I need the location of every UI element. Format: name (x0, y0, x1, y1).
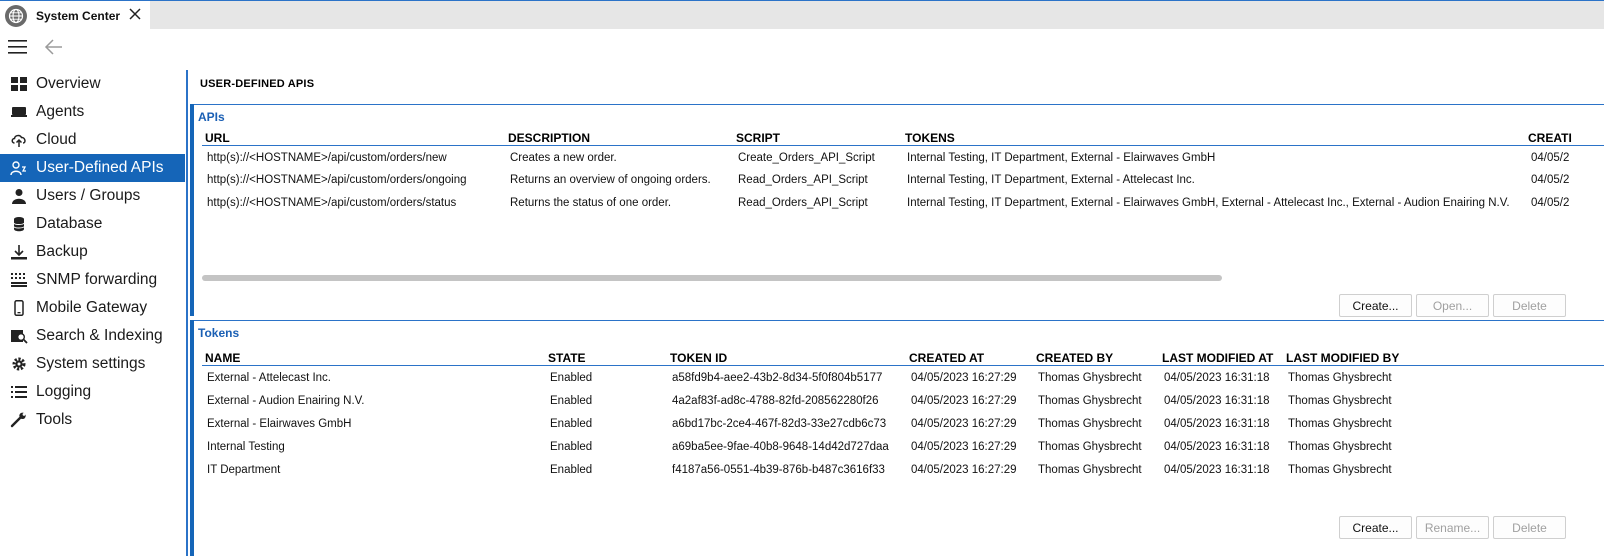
cell-created-at: 04/05/2023 16:27:29 (911, 372, 1017, 384)
cell-tokens: Internal Testing, IT Department, External - Elairwaves GmbH (907, 152, 1216, 164)
cell-token-id: a6bd17bc-2ce4-467f-82d3-33e27cdb6c73 (672, 418, 887, 430)
column-header-created[interactable]: CREATI (1528, 131, 1572, 145)
cell-description: Creates a new order. (510, 152, 617, 164)
sidebar-item-system-settings[interactable] (0, 350, 185, 378)
cell-created-at: 04/05/2023 16:27:29 (911, 464, 1017, 476)
sidebar-item-label: Backup (36, 243, 88, 260)
cell-state: Enabled (550, 395, 593, 407)
cell-token-id: a58fd9b4-aee2-43b2-8d34-5f0f804b5177 (672, 372, 883, 384)
sidebar-item-label: Search & Indexing (36, 327, 163, 344)
globe-icon (5, 5, 27, 27)
column-header-tokens[interactable]: TOKENS (905, 131, 955, 145)
table-row[interactable] (202, 170, 1604, 192)
panel-accent-bar (190, 104, 194, 316)
cell-state: Enabled (550, 464, 593, 476)
sidebar-item-label: Tools (36, 411, 73, 428)
column-header-token-id[interactable]: TOKEN ID (670, 351, 728, 365)
panel-top-border (194, 320, 1604, 321)
cell-created-by: Thomas Ghysbrecht (1038, 441, 1142, 453)
create-api-button[interactable]: Create... (1339, 294, 1412, 317)
cell-created: 04/05/2 (1531, 152, 1570, 164)
sidebar-item-label: System settings (36, 355, 146, 372)
hamburger-menu-icon[interactable] (8, 40, 28, 54)
back-arrow-icon[interactable] (44, 38, 64, 56)
sidebar-item-mobile-gateway[interactable] (0, 294, 185, 322)
column-header-created-at[interactable]: CREATED AT (909, 351, 985, 365)
column-header-created-by[interactable]: CREATED BY (1036, 351, 1114, 365)
panel-accent-bar (190, 320, 194, 556)
column-header-name[interactable]: NAME (205, 351, 241, 365)
cell-script: Read_Orders_API_Script (738, 174, 868, 186)
cell-description: Returns an overview of ongoing orders. (510, 174, 711, 186)
cell-created: 04/05/2 (1531, 197, 1570, 209)
toolbar (0, 30, 1604, 62)
cell-last-modified-at: 04/05/2023 16:31:18 (1164, 372, 1270, 384)
snmp-icon (10, 272, 28, 288)
gear-icon (10, 356, 28, 372)
cell-description: Returns the status of one order. (510, 197, 672, 209)
cell-created-by: Thomas Ghysbrecht (1038, 395, 1142, 407)
tab-title: System Center (36, 9, 121, 23)
cell-last-modified-by: Thomas Ghysbrecht (1288, 418, 1392, 430)
grid-icon (10, 76, 28, 92)
sidebar-item-label: Database (36, 215, 103, 232)
sidebar-item-user-defined-apis[interactable] (0, 154, 185, 182)
search-index-icon (10, 328, 28, 344)
cell-name: IT Department (207, 464, 281, 476)
cell-name: External - Audion Enairing N.V. (207, 395, 365, 407)
cell-name: External - Elairwaves GmbH (207, 418, 352, 430)
sidebar-item-cloud[interactable] (0, 126, 185, 154)
tab-system-center[interactable] (0, 1, 150, 30)
cell-created: 04/05/2 (1531, 174, 1570, 186)
cell-last-modified-at: 04/05/2023 16:31:18 (1164, 395, 1270, 407)
column-header-description[interactable]: DESCRIPTION (508, 131, 591, 145)
table-row[interactable] (202, 391, 1604, 413)
close-icon[interactable] (128, 7, 142, 21)
sidebar-item-users-groups[interactable] (0, 182, 185, 210)
cell-token-id: a69ba5ee-9fae-40b8-9648-14d42d727daa (672, 441, 889, 453)
cell-created-at: 04/05/2023 16:27:29 (911, 395, 1017, 407)
delete-token-button[interactable]: Delete (1493, 516, 1566, 539)
tokens-panel (190, 320, 1604, 556)
cell-url: http(s)://<HOSTNAME>/api/custom/orders/ongoing (207, 174, 467, 186)
apis-table-header (202, 128, 1604, 146)
sidebar-item-search-indexing[interactable] (0, 322, 185, 350)
cell-script: Create_Orders_API_Script (738, 152, 875, 164)
column-header-state[interactable]: STATE (548, 351, 586, 365)
wrench-icon (10, 412, 28, 428)
mobile-icon (10, 300, 28, 316)
tokens-panel-title: Tokens (198, 326, 240, 340)
cell-last-modified-at: 04/05/2023 16:31:18 (1164, 418, 1270, 430)
cell-name: External - Attelecast Inc. (207, 372, 332, 384)
sidebar-item-logging[interactable] (0, 378, 185, 406)
database-icon (10, 216, 28, 232)
cell-token-id: f4187a56-0551-4b39-876b-b487c3616f33 (672, 464, 885, 476)
sidebar-item-tools[interactable] (0, 406, 185, 434)
cell-url: http(s)://<HOSTNAME>/api/custom/orders/new (207, 152, 447, 164)
cell-created-by: Thomas Ghysbrecht (1038, 418, 1142, 430)
cell-last-modified-by: Thomas Ghysbrecht (1288, 464, 1392, 476)
table-row[interactable] (202, 460, 1604, 482)
cell-created-at: 04/05/2023 16:27:29 (911, 441, 1017, 453)
sidebar-item-label: Overview (36, 75, 101, 92)
cell-token-id: 4a2af83f-ad8c-4788-82fd-208562280f26 (672, 395, 879, 407)
cell-last-modified-by: Thomas Ghysbrecht (1288, 395, 1392, 407)
tab-strip (0, 0, 1604, 29)
sidebar-item-label: Agents (36, 103, 85, 120)
column-header-url[interactable]: URL (205, 131, 230, 145)
apis-panel (190, 104, 1604, 316)
cell-state: Enabled (550, 418, 593, 430)
table-row[interactable] (202, 414, 1604, 436)
cloud-upload-icon (10, 132, 28, 148)
api-user-icon (10, 160, 28, 176)
rename-token-button[interactable]: Rename... (1416, 516, 1489, 539)
cell-tokens: Internal Testing, IT Department, External - Attelecast Inc. (907, 174, 1195, 186)
cell-last-modified-by: Thomas Ghysbrecht (1288, 372, 1392, 384)
cell-script: Read_Orders_API_Script (738, 197, 868, 209)
horizontal-scrollbar[interactable] (202, 275, 1222, 281)
sidebar-item-label: User-Defined APIs (36, 159, 164, 176)
open-api-button[interactable]: Open... (1416, 294, 1489, 317)
cell-last-modified-by: Thomas Ghysbrecht (1288, 441, 1392, 453)
sidebar-item-label: SNMP forwarding (36, 271, 158, 288)
cell-created-by: Thomas Ghysbrecht (1038, 372, 1142, 384)
sidebar-item-backup[interactable] (0, 238, 185, 266)
cell-created-by: Thomas Ghysbrecht (1038, 464, 1142, 476)
main-content (190, 62, 1604, 556)
cell-created-at: 04/05/2023 16:27:29 (911, 418, 1017, 430)
panel-top-border (194, 104, 1604, 105)
apis-panel-title: APIs (198, 110, 225, 124)
column-header-script[interactable]: SCRIPT (736, 131, 781, 145)
column-header-last-modified-at[interactable]: LAST MODIFIED AT (1162, 351, 1274, 365)
sidebar-item-label: Cloud (36, 131, 77, 148)
sidebar-item-label: Mobile Gateway (36, 299, 148, 316)
cell-tokens: Internal Testing, IT Department, External - Elairwaves GmbH, External - Attelecast Inc., External - Audion Enairing N.V. (907, 197, 1510, 209)
table-row[interactable] (202, 148, 1604, 170)
cell-state: Enabled (550, 441, 593, 453)
column-header-last-modified-by[interactable]: LAST MODIFIED BY (1286, 351, 1400, 365)
cell-last-modified-at: 04/05/2023 16:31:18 (1164, 464, 1270, 476)
sidebar-item-database[interactable] (0, 210, 185, 238)
create-token-button[interactable]: Create... (1339, 516, 1412, 539)
sidebar-item-overview[interactable] (0, 70, 185, 98)
sidebar-item-label: Logging (36, 383, 92, 400)
cell-last-modified-at: 04/05/2023 16:31:18 (1164, 441, 1270, 453)
table-row[interactable] (202, 437, 1604, 459)
download-icon (10, 244, 28, 260)
table-row[interactable] (202, 193, 1604, 215)
agent-icon (10, 104, 28, 120)
cell-state: Enabled (550, 372, 593, 384)
sidebar-item-snmp-forwarding[interactable] (0, 266, 185, 294)
tokens-table-header (202, 348, 1604, 366)
page-title: USER-DEFINED APIS (200, 78, 315, 90)
list-icon (10, 384, 28, 400)
sidebar (0, 70, 185, 556)
sidebar-item-agents[interactable] (0, 98, 185, 126)
sidebar-divider (186, 70, 188, 556)
delete-api-button[interactable]: Delete (1493, 294, 1566, 317)
table-row[interactable] (202, 368, 1604, 390)
user-icon (10, 188, 28, 204)
sidebar-item-label: Users / Groups (36, 187, 141, 204)
cell-name: Internal Testing (207, 441, 285, 453)
cell-url: http(s)://<HOSTNAME>/api/custom/orders/status (207, 197, 457, 209)
